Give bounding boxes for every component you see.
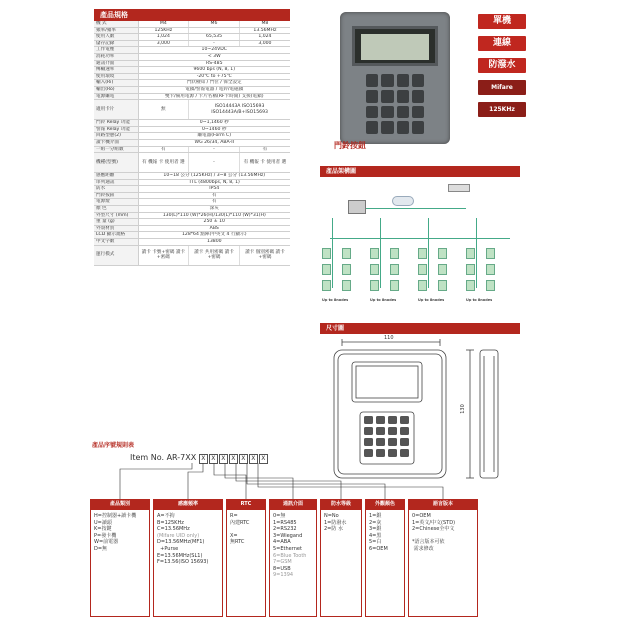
dimensions-section-title: 尺寸圖	[320, 323, 520, 334]
keypad-key	[412, 106, 424, 119]
item-no-boxes	[199, 453, 269, 462]
rule-option: 2=灰	[369, 519, 382, 526]
rule-column-header: 通訊介面	[269, 499, 317, 510]
rule-option: C=13.56MHz	[157, 526, 190, 533]
rule-option: 2=防 水	[324, 526, 343, 533]
dim-height-label: 130	[459, 404, 466, 414]
dim-key	[400, 427, 409, 435]
spec-row	[94, 120, 290, 127]
network-line	[366, 208, 466, 209]
spec-key: 電源燈	[94, 199, 138, 206]
controller-icon	[486, 264, 495, 275]
spec-value: 有	[138, 199, 290, 206]
rule-option: 2=Chinese全中文	[412, 526, 455, 533]
spec-row	[94, 192, 290, 199]
spec-value: 9600 bps (N, 8, 1)	[138, 67, 290, 74]
spec-row	[94, 153, 290, 173]
spec-value: 3,000	[138, 40, 189, 47]
spec-row	[94, 206, 290, 213]
bus-line	[380, 218, 381, 288]
spec-key: 回路型態(2)	[94, 133, 138, 140]
dim-key	[400, 416, 409, 424]
spec-key: 儲存記錄	[94, 40, 138, 47]
spec-value	[189, 27, 240, 34]
controller-icon	[418, 280, 427, 291]
rule-option: 1=銀	[369, 513, 382, 519]
keypad-key	[381, 121, 393, 134]
rule-option: 3=銀	[369, 526, 382, 533]
dim-key	[376, 438, 385, 446]
spec-value: 有 機報 卡 使用者 選	[138, 153, 189, 173]
spec-row	[94, 239, 290, 246]
keypad-key	[397, 90, 409, 103]
spec-value: 有 機報 卡 使用者 選	[239, 153, 290, 173]
controller-icon	[390, 264, 399, 275]
spec-key: 重 量 (g)	[94, 219, 138, 226]
rule-option: +Purse	[157, 545, 179, 552]
spec-value: 250 ± 10	[138, 219, 290, 226]
code-box: X	[209, 454, 218, 464]
spec-key: 輸入(Ri)	[94, 80, 138, 87]
rule-column-body	[408, 510, 478, 617]
keypad-key	[397, 74, 409, 87]
rule-option: A=不拘	[157, 513, 175, 519]
controller-icon	[370, 248, 379, 259]
spec-key: 頻率/頻率	[94, 27, 138, 34]
rule-option: 1=防潑水	[324, 519, 347, 526]
controller-icon	[390, 280, 399, 291]
node-count-label: Up to 8nodes	[466, 298, 493, 302]
keypad	[366, 74, 424, 134]
spec-row	[94, 80, 290, 87]
spec-value: 電鎖/警報電器 / 電鈴/電磁鎖	[138, 86, 290, 93]
rule-option: W=前電器	[94, 539, 119, 546]
rule-column-body	[320, 510, 362, 617]
spec-value: 13.56MHz	[239, 27, 290, 34]
spec-key: 運行模式	[94, 245, 138, 265]
spec-value: 1,024	[239, 34, 290, 41]
cloud-icon	[392, 196, 414, 206]
tag-standalone: 單機	[478, 14, 526, 29]
spec-value: 0~1460 秒	[138, 126, 290, 133]
spec-value: RS-485	[138, 60, 290, 67]
controller-icon	[418, 264, 427, 275]
spec-value: 10~24VDC	[138, 47, 290, 54]
spec-value: 10~18 公分 (125KHz) / 3~8 公分 (13.56MHz)	[138, 173, 290, 180]
node-count-label: Up to 8nodes	[370, 298, 397, 302]
keypad-key	[412, 74, 424, 87]
computer-icon	[348, 200, 366, 214]
spec-key: 適用卡片	[94, 100, 138, 120]
controller-icon	[342, 248, 351, 259]
keypad-key	[412, 90, 424, 103]
dim-key	[376, 416, 385, 424]
spec-table	[94, 21, 290, 266]
spec-row	[94, 133, 290, 140]
rule-option: 0=無	[273, 513, 286, 519]
spec-key: 防水	[94, 186, 138, 193]
spec-key: 顏 色	[94, 206, 138, 213]
rule-column-header: 防水等級	[320, 499, 362, 510]
spec-value: M6	[189, 21, 240, 27]
rule-option	[230, 526, 262, 533]
controller-icon	[418, 248, 427, 259]
spec-value: 128*64 點陣(中英文 4 行顯示)	[138, 232, 290, 239]
rule-column-body	[226, 510, 266, 617]
rule-column-header: 外觀顏色	[365, 499, 405, 510]
spec-row	[94, 199, 290, 206]
spec-row	[94, 146, 290, 153]
rules-title: 產品序號規則表	[92, 442, 135, 449]
spec-key: 讀卡機介面	[94, 139, 138, 146]
spec-key: 機種(型號)	[94, 153, 138, 173]
spec-key: 警報 Relay 功能	[94, 126, 138, 133]
rule-option: F=13.56(ISO 15693)	[157, 559, 209, 566]
controller-icon	[322, 264, 331, 275]
bus-line	[428, 218, 429, 288]
controller-icon	[466, 280, 475, 291]
rule-option: 7=GSM	[273, 559, 292, 566]
tag-online: 連線	[478, 36, 526, 51]
keypad-key	[397, 106, 409, 119]
rule-column	[153, 499, 223, 617]
spec-row	[94, 219, 290, 226]
controller-icon	[438, 280, 447, 291]
spec-value: ISO14443A ISO15693 ISO14443A/B+ISO15693	[189, 100, 290, 120]
connector-line	[188, 463, 203, 499]
spec-key: 外型尺寸 (mm)	[94, 212, 138, 219]
dim-key	[400, 449, 409, 457]
rule-option: K=按鍵	[94, 526, 112, 533]
spec-value: 有	[138, 146, 189, 153]
connector-line	[236, 463, 341, 499]
rule-option: 2=RS232	[273, 526, 297, 533]
rule-option: D=無	[94, 545, 108, 552]
spec-key: 一組一分組數	[94, 146, 138, 153]
spec-value: 深灰	[138, 206, 290, 213]
dim-key	[388, 438, 397, 446]
spec-value: M8	[239, 21, 290, 27]
rule-column-body	[269, 510, 317, 617]
spec-value: 1,024	[138, 34, 189, 41]
spec-value: 有	[239, 146, 290, 153]
rule-option: 1=英文/中文(STD)	[412, 519, 456, 526]
rule-column-header: 感應頻率	[153, 499, 223, 510]
spec-value: WG 26/34, ABA-II	[138, 139, 290, 146]
item-no-prefix: Item No. AR-7XX	[130, 453, 197, 462]
doorbell-callout: 門鈴按鈕	[334, 141, 366, 150]
rules-columns	[90, 499, 478, 617]
rule-option: 0=OEM	[412, 513, 431, 519]
dim-width-label: 110	[384, 335, 394, 341]
rules-connector-lines	[90, 463, 480, 499]
keypad-key	[381, 74, 393, 87]
rule-column	[226, 499, 266, 617]
spec-value: -	[189, 146, 240, 153]
controller-icon	[438, 248, 447, 259]
spec-value: ABS	[138, 225, 290, 232]
spec-key: 工作電壓	[94, 47, 138, 54]
spec-key: LCD 顯示規格	[94, 232, 138, 239]
spec-value: 有	[138, 192, 290, 199]
spec-key: 門鈴按鈕	[94, 192, 138, 199]
rule-option: 4=黑	[369, 532, 382, 539]
keypad-key	[366, 74, 378, 87]
spec-row	[94, 60, 290, 67]
rule-option: 3=Wiegand	[273, 532, 303, 539]
spec-key: 輸出(Ro)	[94, 86, 138, 93]
spec-value: 3,000	[239, 40, 290, 47]
keypad-key	[381, 90, 393, 103]
spec-value: 無	[138, 100, 189, 120]
spec-value: 繼電器(Form C)	[138, 133, 290, 140]
rule-option: U=讀頭	[94, 519, 112, 526]
controller-icon	[342, 280, 351, 291]
rule-column-header: 語言版本	[408, 499, 478, 510]
spec-value: IP54	[138, 186, 290, 193]
connector-line	[120, 463, 192, 499]
rule-option: 8=USB	[273, 565, 291, 572]
node-count-label: Up to 8nodes	[322, 298, 349, 302]
tag-125khz: 125KHz	[478, 102, 526, 117]
keypad-key	[366, 90, 378, 103]
spec-value: 65,535	[189, 34, 240, 41]
spec-key: 外殼材質	[94, 225, 138, 232]
spec-row	[94, 179, 290, 186]
spec-row	[94, 27, 290, 34]
code-box: X	[219, 454, 228, 464]
rule-option: H=控制器+讀卡機	[94, 513, 137, 519]
rule-column	[365, 499, 405, 617]
rule-option: (Mifare UID only)	[157, 532, 200, 539]
spec-row	[94, 186, 290, 193]
spec-value: TTL (4800bps, N, 8, 1)	[138, 179, 290, 186]
rule-option: R=	[230, 513, 238, 519]
rule-column-body	[365, 510, 405, 617]
spec-value: -20℃ to +75℃	[138, 73, 290, 80]
spec-row	[94, 86, 290, 93]
keypad-key	[366, 106, 378, 119]
rule-option: 需求修改	[412, 545, 434, 552]
spec-title: 產品規格	[94, 9, 290, 21]
bus-line	[330, 238, 510, 239]
spec-row	[94, 67, 290, 74]
spec-key: 感應距離	[94, 173, 138, 180]
rule-column-header: RTC	[226, 499, 266, 510]
network-diagram	[320, 178, 520, 318]
controller-icon	[342, 264, 351, 275]
spec-row	[94, 232, 290, 239]
spec-value: 讀卡 共用密碼 讀卡+密碼	[189, 245, 240, 265]
tag-waterproof: 防潑水	[478, 58, 526, 73]
spec-row	[94, 93, 290, 100]
rule-column	[269, 499, 317, 617]
spec-row	[94, 100, 290, 120]
rule-option: P=發卡機	[94, 532, 117, 539]
spec-key: 串列通訊	[94, 179, 138, 186]
rule-column	[408, 499, 478, 617]
spec-value: 門狀檢知 / 門位 / 保全設定	[138, 80, 290, 87]
controller-icon	[370, 280, 379, 291]
controller-icon	[322, 280, 331, 291]
rule-column	[320, 499, 362, 617]
spec-row	[94, 73, 290, 80]
keypad-key	[366, 121, 378, 134]
spec-row	[94, 47, 290, 54]
keypad-key	[381, 106, 393, 119]
dim-key	[388, 416, 397, 424]
spec-row	[94, 225, 290, 232]
spec-value: 125KHz	[138, 27, 189, 34]
rule-column-body	[153, 510, 223, 617]
bus-line	[476, 218, 477, 288]
rule-option: D=13.56MHz(MF1)	[157, 539, 205, 546]
lcd-screen	[352, 26, 438, 66]
dim-key	[376, 427, 385, 435]
spec-row	[94, 126, 290, 133]
spec-value: 讀卡 個別密碼 讀卡+密碼	[239, 245, 290, 265]
keypad-key	[412, 121, 424, 134]
controller-icon	[486, 248, 495, 259]
dim-key	[364, 427, 373, 435]
rule-option: N=No	[324, 513, 339, 519]
keypad-key	[397, 121, 409, 134]
rule-option: X=	[230, 532, 238, 539]
controller-icon	[390, 248, 399, 259]
spec-key: 機 式	[94, 21, 138, 27]
spec-value: 雙卡/備用電源 / 卡片名稱(RF卡時開) 支援(電鎖)	[138, 93, 290, 100]
spec-value: 13800	[138, 239, 290, 246]
dimension-drawing	[320, 336, 520, 484]
node-count-label: Up to 8nodes	[418, 298, 445, 302]
rule-option: 1=RS485	[273, 519, 297, 526]
bus-line	[332, 218, 333, 288]
network-section-title: 產品架構圖	[320, 166, 520, 177]
controller-icon	[466, 248, 475, 259]
rule-option: 內建RTC	[230, 519, 250, 526]
rule-option: 6=Blue Tooth	[273, 552, 307, 559]
dim-key	[388, 427, 397, 435]
rule-option: 9=1394	[273, 572, 294, 579]
spec-row	[94, 34, 290, 41]
code-box: X	[239, 454, 248, 464]
rule-option: 無RTC	[230, 539, 245, 546]
spec-value: < 3W	[138, 53, 290, 60]
code-box: X	[249, 454, 258, 464]
rule-column-body	[90, 510, 150, 617]
spec-value: -	[189, 153, 240, 173]
spec-row	[94, 53, 290, 60]
controller-icon	[486, 280, 495, 291]
spec-key: 門鈴 Relay 功能	[94, 120, 138, 127]
spec-key: 通訊介面	[94, 60, 138, 67]
rule-column	[90, 499, 150, 617]
code-box: X	[199, 454, 208, 464]
spec-value: -	[189, 40, 240, 47]
tag-mifare: Mifare	[478, 80, 526, 95]
controller-icon	[438, 264, 447, 275]
dim-key	[364, 449, 373, 457]
rule-option: 6=OEM	[369, 545, 388, 552]
dim-key	[388, 449, 397, 457]
controller-icon	[322, 248, 331, 259]
dim-key	[364, 438, 373, 446]
spec-row	[94, 245, 290, 265]
spec-value: M4	[138, 21, 189, 27]
spec-row	[94, 173, 290, 180]
controller-icon	[370, 264, 379, 275]
spec-key: 使用環境	[94, 73, 138, 80]
device-photo	[340, 12, 450, 144]
dim-key	[364, 416, 373, 424]
code-box: X	[229, 454, 238, 464]
rule-option: 5=Ethernet	[273, 545, 302, 552]
rule-option: *語言版本可依	[412, 539, 445, 546]
rule-option: 5=白	[369, 539, 382, 546]
dim-key	[400, 438, 409, 446]
rule-option: E=13.56MHz(SL1)	[157, 552, 203, 559]
spec-row	[94, 40, 290, 47]
controller-icon	[466, 264, 475, 275]
switch-icon	[448, 184, 470, 192]
code-box: X	[259, 454, 268, 464]
spec-row	[94, 212, 290, 219]
spec-key: 傳輸速率	[94, 67, 138, 74]
spec-key: 中文字數	[94, 239, 138, 246]
spec-key: 電源繼電	[94, 93, 138, 100]
spec-value: 130(L)*110 (W)*26(H)/130(L)*110 (W)*31(H)	[138, 212, 290, 219]
rule-column-header: 產品類別	[90, 499, 150, 510]
dim-key	[376, 449, 385, 457]
rule-option: B=125KHz	[157, 519, 184, 526]
spec-value: 0~1,1460 秒	[138, 120, 290, 127]
spec-key: 使用人數	[94, 34, 138, 41]
spec-key: 消耗功率	[94, 53, 138, 60]
spec-value: 讀卡 卡號+密碼 讀卡+密碼	[138, 245, 189, 265]
rule-option: 4=ABA	[273, 539, 291, 546]
spec-row	[94, 139, 290, 146]
